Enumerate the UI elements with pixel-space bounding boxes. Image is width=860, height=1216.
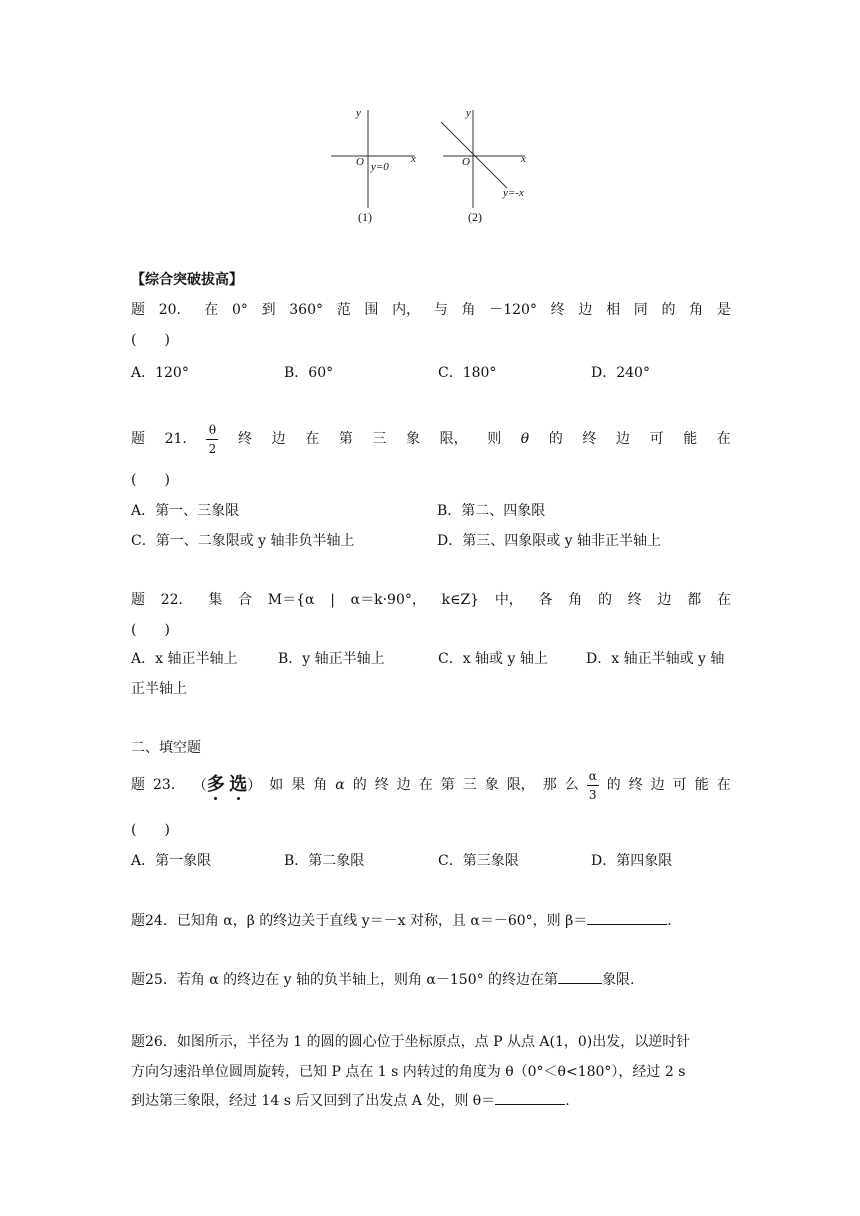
q21-paren: ( ) bbox=[131, 472, 170, 488]
q22-stem: 题 22． 集 合 M＝{α | α＝k·90°， k∈Z} 中， 各 角 的 终 边 都 在 bbox=[131, 592, 731, 608]
q21-option-b: B．第二、四象限 bbox=[437, 503, 546, 519]
q20-option-b: B．60° bbox=[284, 365, 334, 381]
q22-option-c: C．x 轴或 y 轴上 bbox=[438, 651, 548, 667]
q24-blank[interactable] bbox=[587, 910, 667, 925]
q20-option-c: C．180° bbox=[438, 365, 497, 381]
q20-stem: 题 20． 在 0° 到 360° 范 围 内， 与 角 －120° 终 边 相 同 的 角 是 bbox=[131, 302, 731, 318]
q23-option-a: A．第一象限 bbox=[131, 853, 212, 869]
q25-blank[interactable] bbox=[558, 969, 602, 984]
q23-paren: ( ) bbox=[131, 822, 170, 838]
fig2-y-label: y bbox=[466, 107, 471, 119]
q21-option-a: A．第一、三象限 bbox=[131, 503, 240, 519]
q22-option-b: B．y 轴正半轴上 bbox=[278, 651, 385, 667]
q21-fraction: $\frac{\theta}{2}$ bbox=[206, 423, 218, 456]
q20-paren: ( ) bbox=[131, 332, 170, 348]
q22-option-a: A．x 轴正半轴上 bbox=[131, 651, 238, 667]
fig2-line-label: y=-x bbox=[503, 187, 524, 199]
q22-paren: ( ) bbox=[131, 622, 170, 638]
fig1-origin-label: O bbox=[356, 156, 364, 168]
fig1-y-label: y bbox=[356, 107, 361, 119]
fig1-x-label: x bbox=[411, 153, 416, 165]
q23-fraction: $\frac{\alpha}{3}$ bbox=[588, 768, 597, 802]
fig1-line-label: y=0 bbox=[371, 161, 389, 173]
q26-blank[interactable] bbox=[495, 1090, 565, 1105]
fig2-caption: (2) bbox=[468, 210, 482, 224]
fig2-x-label: x bbox=[521, 153, 526, 165]
q23-multi-tag: （多 选） bbox=[192, 773, 262, 795]
q26-line3: 到达第三象限，经过 14 s 后又回到了出发点 A 处，则 θ＝ . bbox=[131, 1090, 570, 1110]
fig1-caption: (1) bbox=[358, 210, 372, 224]
q21-option-c: C．第一、二象限或 y 轴非负半轴上 bbox=[131, 533, 355, 549]
section2-title: 二、填空题 bbox=[131, 740, 201, 756]
q20-option-d: D．240° bbox=[591, 365, 650, 381]
q22-option-d: D．x 轴正半轴或 y 轴 bbox=[586, 651, 725, 667]
q23-option-d: D．第四象限 bbox=[591, 853, 673, 869]
q24-stem: 题24．已知角 α，β 的终边关于直线 y＝－x 对称，且 α＝－60°，则 β＝ . bbox=[131, 910, 672, 930]
section-title: 【综合突破拔高】 bbox=[131, 272, 243, 288]
q25-stem: 题25．若角 α 的终边在 y 轴的负半轴上，则角 α－150° 的终边在第 象限. bbox=[131, 969, 635, 989]
q21-stem: 题 21. $\frac{\theta}{2}$ 终 边 在 第 三 象 限， 则 θ 的 终 边 可 能 在 bbox=[131, 422, 731, 456]
q26-line1: 题26．如图所示，半径为 1 的圆的圆心位于坐标原点，点 P 从点 A(1，0)出发，以逆时针 bbox=[131, 1034, 691, 1050]
q20-option-a: A．120° bbox=[131, 365, 189, 381]
q23-option-b: B．第二象限 bbox=[284, 853, 365, 869]
q26-line2: 方向匀速沿单位圆周旋转，已知 P 点在 1 s 内转过的角度为 θ（0°＜θ<180°），经过 2 s bbox=[131, 1064, 686, 1080]
q23-option-c: C．第三象限 bbox=[438, 853, 519, 869]
q23-stem: 题 23． （多 选） 如 果 角 α 的 终 边 在 第 三 象 限， 那 么 $\frac{\alpha}{3}$ 的 终 边 可 能 在 bbox=[131, 768, 731, 802]
fig2-origin-label: O bbox=[462, 156, 470, 168]
q22-option-d-wrap: 正半轴上 bbox=[131, 681, 187, 697]
q21-option-d: D．第三、四象限或 y 轴非正半轴上 bbox=[437, 533, 662, 549]
